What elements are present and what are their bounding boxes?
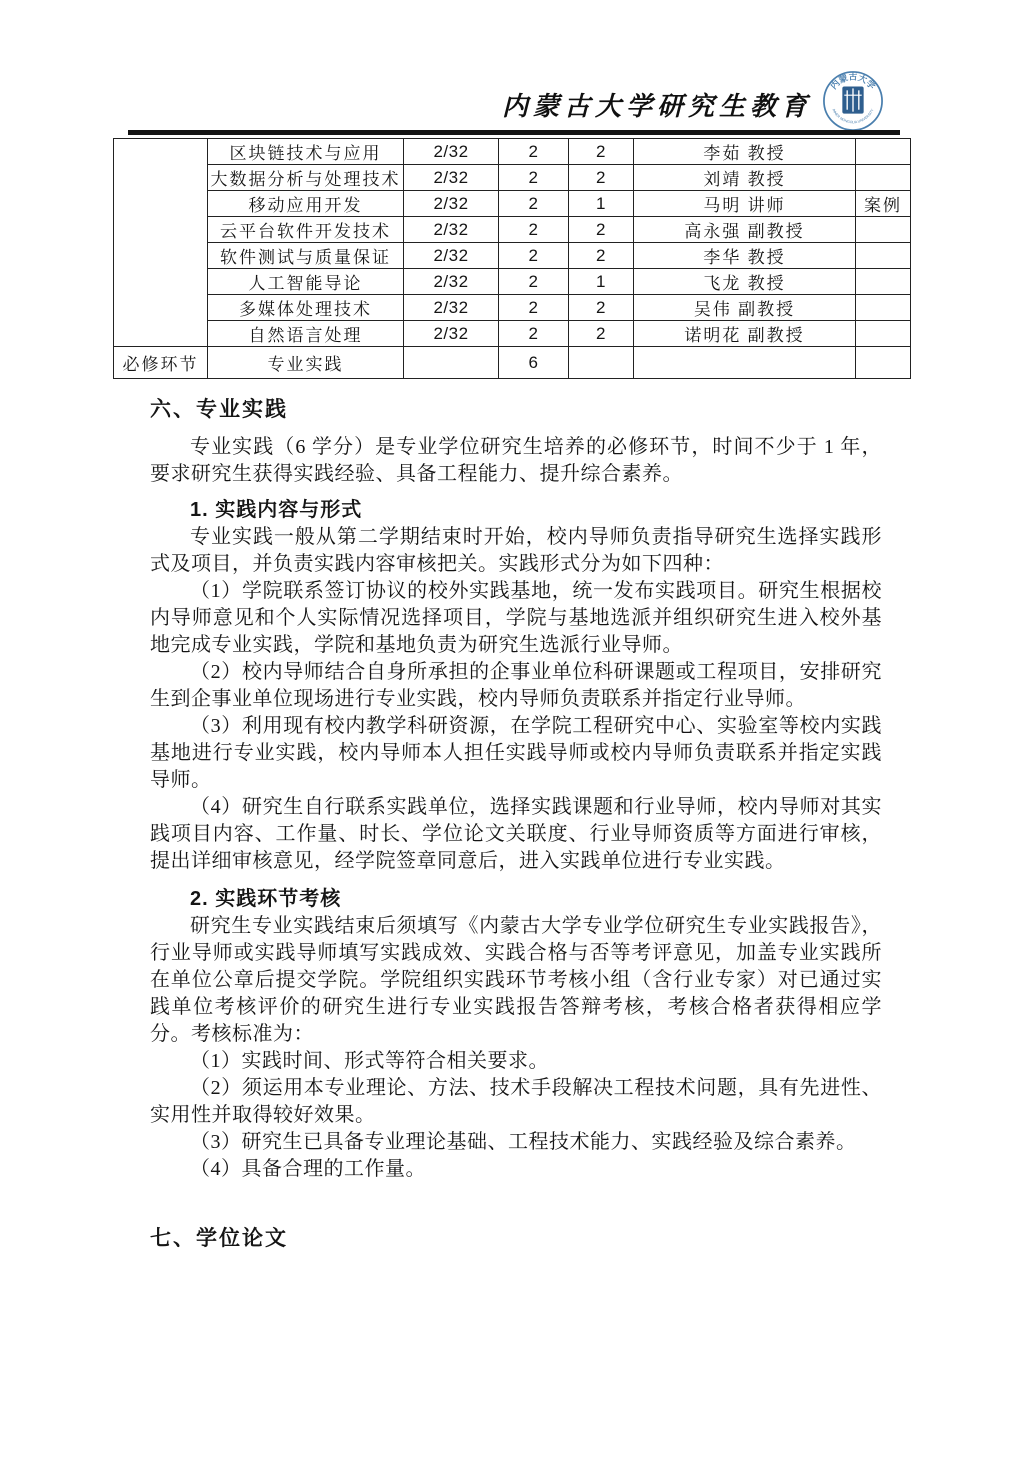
semester-cell: 2 [569, 295, 634, 321]
note-cell [856, 165, 911, 191]
course-cell: 区块链技术与应用 [208, 139, 404, 165]
credits-cell: 2 [499, 295, 569, 321]
teacher-cell: 李茹 教授 [634, 139, 856, 165]
credits-cell: 2 [499, 269, 569, 295]
course-cell: 专业实践 [208, 347, 404, 379]
table-row [114, 191, 911, 217]
document-body [150, 396, 882, 1253]
section-heading-degree-thesis: 七、学位论文 [150, 1227, 288, 1250]
paragraph-item-2: （2）校内导师结合自身所承担的企事业单位科研课题或工程项目，安排研究生到企事业单位现场进行专业实践，校内导师负责联系并指定行业导师。 [150, 661, 882, 710]
semester-cell: 2 [569, 243, 634, 269]
teacher-cell: 马明 讲师 [634, 191, 856, 217]
subsection-heading-practice-content: 1. 实践内容与形式 [190, 499, 363, 521]
header-divider-rule [128, 130, 900, 135]
header-title: 内蒙古大学研究生教育 [501, 92, 812, 122]
hours-cell: 2/32 [404, 191, 499, 217]
hours-cell: 2/32 [404, 321, 499, 347]
note-cell [856, 217, 911, 243]
course-cell: 多媒体处理技术 [208, 295, 404, 321]
semester-cell: 2 [569, 321, 634, 347]
note-cell [856, 321, 911, 347]
paragraph-practice-intro: 专业实践（6 学分）是专业学位研究生培养的必修环节，时间不少于 1 年，要求研究生获得实践经验、具备工程能力、提升综合素养。 [150, 436, 882, 485]
credits-cell: 6 [499, 347, 569, 379]
logo-top-text: 内蒙古大学 [828, 71, 878, 92]
teacher-cell: 飞龙 教授 [634, 269, 856, 295]
semester-cell [569, 347, 634, 379]
credits-cell: 2 [499, 139, 569, 165]
course-cell: 移动应用开发 [208, 191, 404, 217]
paragraph-item-4: （4）研究生自行联系实践单位，选择实践课题和行业导师，校内导师对其实践项目内容、工作量、时长、学位论文关联度、行业导师资质等方面进行审核，提出详细审核意见，经学院签章同意后，进入实践单位进行专业实践。 [150, 796, 882, 872]
hours-cell: 2/32 [404, 165, 499, 191]
credits-cell: 2 [499, 243, 569, 269]
section-heading-professional-practice: 六、专业实践 [150, 398, 288, 421]
paragraph: 研究生专业实践结束后须填写《内蒙古大学专业学位研究生专业实践报告》，行业导师或实践导师填写实践成效、实践合格与否等考评意见，加盖专业实践所在单位公章后提交学院。学院组织实践环节考核小组（含行业专家）对已通过实践单位考核评价的研究生进行专业实践报告答辩考核，考核合格者获得相应学分。考核标准为： [150, 915, 882, 1045]
paragraph-criterion-1: （1）实践时间、形式等符合相关要求。 [190, 1050, 549, 1072]
note-cell [856, 295, 911, 321]
note-cell [856, 269, 911, 295]
table-row [114, 217, 911, 243]
teacher-cell: 李华 教授 [634, 243, 856, 269]
teacher-cell: 刘靖 教授 [634, 165, 856, 191]
paragraph-criterion-4: （4）具备合理的工作量。 [190, 1158, 426, 1180]
paragraph-item-3: （3）利用现有校内教学科研资源，在学院工程研究中心、实验室等校内实践基地进行专业实践，校内导师本人担任实践导师或校内导师负责联系并指定实践导师。 [150, 715, 882, 791]
table-row [114, 243, 911, 269]
note-cell [856, 139, 911, 165]
note-cell [856, 243, 911, 269]
teacher-cell: 吴伟 副教授 [634, 295, 856, 321]
table-row [114, 321, 911, 347]
note-cell: 案例 [856, 191, 911, 217]
university-logo-icon [822, 70, 884, 132]
logo-bottom-text: INNER MONGOLIA UNIVERSITY [831, 108, 875, 125]
semester-cell: 1 [569, 191, 634, 217]
category-cell: 必修环节 [114, 347, 208, 379]
table-row-required-step [114, 347, 911, 379]
hours-cell: 2/32 [404, 269, 499, 295]
table-row [114, 139, 911, 165]
course-cell: 云平台软件开发技术 [208, 217, 404, 243]
hours-cell: 2/32 [404, 295, 499, 321]
teacher-cell: 诺明花 副教授 [634, 321, 856, 347]
semester-cell: 2 [569, 165, 634, 191]
table-row [114, 165, 911, 191]
credits-cell: 2 [499, 321, 569, 347]
semester-cell: 2 [569, 139, 634, 165]
hours-cell: 2/32 [404, 139, 499, 165]
hours-cell: 2/32 [404, 243, 499, 269]
teacher-cell: 高永强 副教授 [634, 217, 856, 243]
course-table [113, 138, 911, 379]
hours-cell: 2/32 [404, 217, 499, 243]
course-cell: 大数据分析与处理技术 [208, 165, 404, 191]
course-cell: 自然语言处理 [208, 321, 404, 347]
credits-cell: 2 [499, 165, 569, 191]
category-cell [114, 139, 208, 347]
paragraph: 专业实践一般从第二学期结束时开始，校内导师负责指导研究生选择实践形式及项目，并负责实践内容审核把关。实践形式分为如下四种： [150, 526, 882, 575]
course-cell: 人工智能导论 [208, 269, 404, 295]
credits-cell: 2 [499, 217, 569, 243]
paragraph-item-1: （1）学院联系签订协议的校外实践基地，统一发布实践项目。研究生根据校内导师意见和个人实际情况选择项目，学院与基地选派并组织研究生进入校外基地完成专业实践，学院和基地负责为研究生选派行业导师。 [150, 580, 882, 656]
semester-cell: 2 [569, 217, 634, 243]
subsection-heading-practice-assessment: 2. 实践环节考核 [190, 888, 342, 910]
paragraph-criterion-3: （3）研究生已具备专业理论基础、工程技术能力、实践经验及综合素养。 [190, 1131, 857, 1153]
teacher-cell [634, 347, 856, 379]
hours-cell [404, 347, 499, 379]
table-row [114, 269, 911, 295]
table-row [114, 295, 911, 321]
course-cell: 软件测试与质量保证 [208, 243, 404, 269]
semester-cell: 1 [569, 269, 634, 295]
paragraph-criterion-2: （2）须运用本专业理论、方法、技术手段解决工程技术问题，具有先进性、实用性并取得较好效果。 [150, 1077, 882, 1126]
note-cell [856, 347, 911, 379]
credits-cell: 2 [499, 191, 569, 217]
